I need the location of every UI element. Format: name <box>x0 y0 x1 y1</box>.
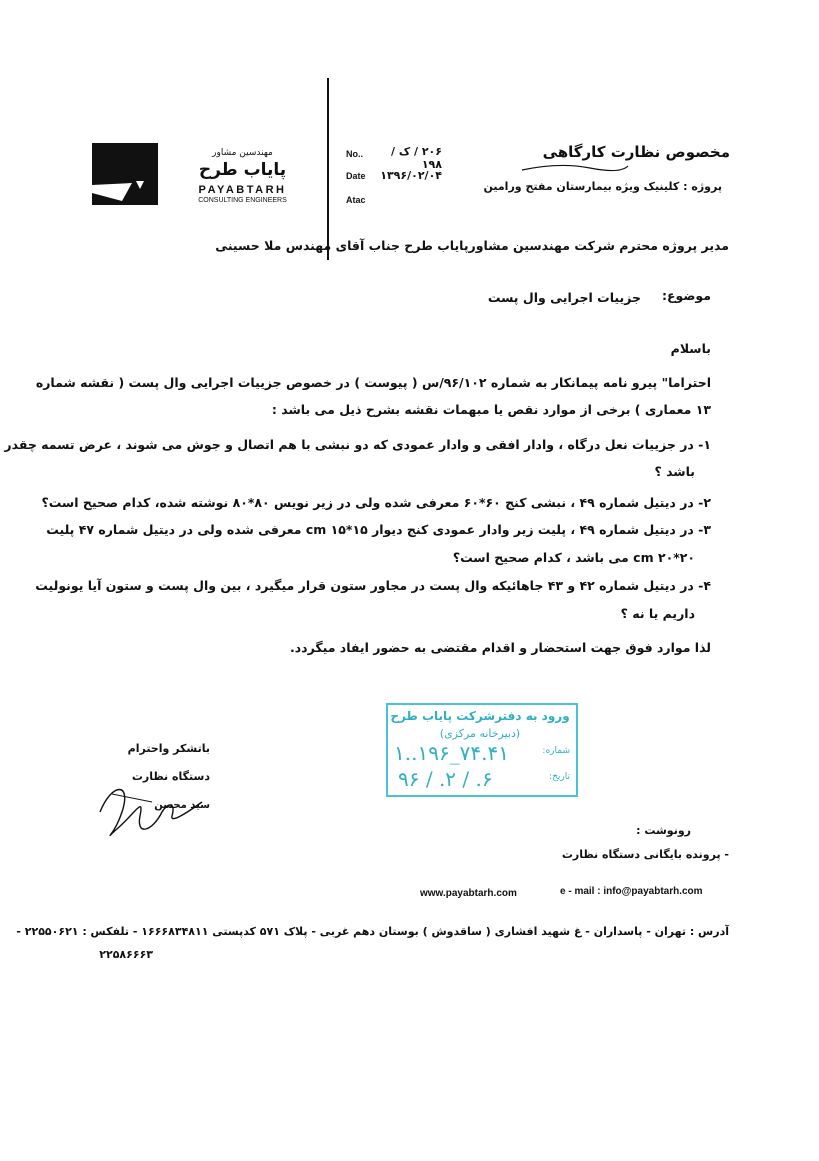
stamp-number-label: شماره: <box>542 746 570 756</box>
footer-address-line-1: آدرس : تهران - پاسداران - غ شهید افشاری ( ساقدوش ) بوستان دهم غربی - پلاک ۵۷۱ کدپستی ۱۶۶۶۸۳۴۸۱۱ - تلفکس : ۲۲۵۵۰۶۲۱ - <box>16 925 729 938</box>
logo-latin-subtitle: CONSULTING ENGINEERS <box>198 197 287 204</box>
handwritten-signature <box>92 772 212 852</box>
intro-line-1: احتراما" پیرو نامه پیمانکار به شماره ۹۶/۱۰۲/س ( پیوست ) در خصوص جزییات اجرایی وال پست ( نقشه شماره <box>35 375 711 390</box>
letter-atac-label: Atac <box>346 195 366 205</box>
letter-date-value: ۱۳۹۶/۰۲/۰۴ <box>380 169 442 182</box>
item-3-line-1: ۳- در دیتیل شماره ۴۹ ، پلیت زیر وادار عمودی کنج دیوار cm ۱۵*۱۵ معرفی شده ولی در دیتیل شماره ۴۷ پلیت <box>46 522 711 537</box>
stamp-number-value: ۱..۱۹۶_۷۴.۴۱ <box>394 741 510 765</box>
letter-date-label: Date <box>346 171 366 181</box>
header-project: پروژه : کلینیک ویژه بیمارستان مفتح ورامین <box>483 180 722 193</box>
stamp-subtitle: (دبیرخانه مرکزی) <box>439 727 521 740</box>
logo-latin-name: PAYABTARH <box>198 184 287 196</box>
logo-firm-name: پایاب طرح <box>198 160 287 180</box>
item-4-line-2: داریم یا نه ؟ <box>620 606 695 621</box>
firm-logo-mark <box>92 143 158 205</box>
footer-website: www.payabtarh.com <box>420 888 517 899</box>
signature-thanks: باتشکر واحترام <box>127 742 210 755</box>
header-divider <box>327 78 329 260</box>
subject: جزییات اجرایی وال پست <box>487 290 641 305</box>
signature-org: دستگاه نظارت <box>131 770 210 783</box>
letter-no-value: ۲۰۶ / ک / ۱۹۸ <box>391 145 442 171</box>
item-1-line-2: باشد ؟ <box>654 464 695 479</box>
intro-line-2: ۱۳ معماری ) برخی از موارد نقص یا مبهمات نقشه بشرح ذیل می باشد : <box>271 402 711 417</box>
secretariat-stamp <box>386 703 578 797</box>
greeting: باسلام <box>670 341 711 356</box>
footer-email: e - mail : info@payabtarh.com <box>560 886 703 897</box>
cc-label: رونوشت : <box>636 824 691 837</box>
cc-item: - پرونده بایگانی دستگاه نظارت <box>561 848 729 861</box>
addressee: مدیر پروژه محترم شرکت مهندسین مشاورپایاب طرح جناب آقای مهندس ملا حسینی <box>215 238 729 253</box>
subject-label: موضوع: <box>661 288 711 303</box>
header-title: مخصوص نظارت کارگاهی <box>542 143 730 161</box>
stamp-title: ورود به دفترشرکت پایاب طرح <box>390 709 570 723</box>
item-1-line-1: ۱- در جزییات نعل درگاه ، وادار افقی و وادار عمودی که دو نبشی با هم اتصال و جوش می شوند ، عرض تسمه چقدر <box>4 437 711 452</box>
item-3-line-2: cm ۲۰*۲۰ می باشد ، کدام صحیح است؟ <box>452 550 695 565</box>
stamp-date-value: ۹۶ / .۲ / .۶ <box>398 767 493 791</box>
stamp-date-label: تاریخ: <box>549 772 570 782</box>
footer-address-line-2: ۲۲۵۸۶۶۶۳ <box>99 948 153 961</box>
logo-firm-small: مهندسین مشاور <box>212 148 273 158</box>
header-title-underline <box>520 160 630 174</box>
letter-no-label: No.. <box>346 149 363 159</box>
item-2-line-1: ۲- در دیتیل شماره ۴۹ ، نبشی کنج ۶۰*۶۰ معرفی شده ولی در زیر نویس ۸۰*۸۰ نوشته شده، کدام صحیح است؟ <box>41 495 711 510</box>
item-4-line-1: ۴- در دیتیل شماره ۴۲ و ۴۳ جاهائیکه وال پست در مجاور ستون قرار میگیرد ، بین وال پست و ستون آیا یونولیت <box>35 578 711 593</box>
closing: لذا موارد فوق جهت استحضار و اقدام مقتضی به حضور ایفاد میگردد. <box>289 640 711 655</box>
signature-name: سید محسن <box>154 800 210 811</box>
